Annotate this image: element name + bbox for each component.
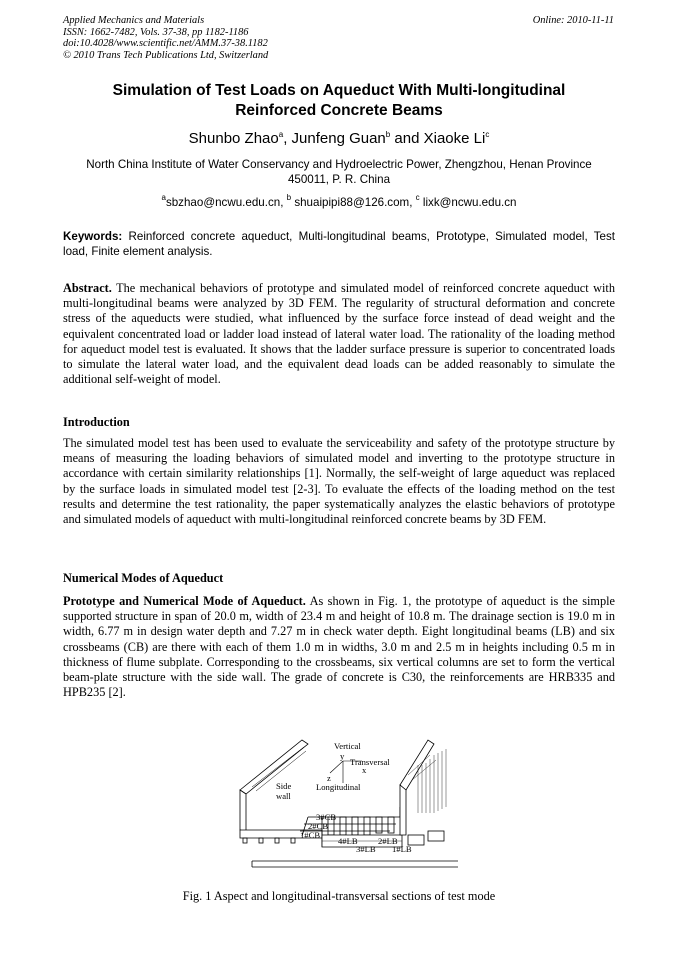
- journal-issn: ISSN: 1662-7482, Vols. 37-38, pp 1182-1186: [63, 26, 249, 38]
- axis-longitudinal-label: Longitudinal: [316, 782, 361, 792]
- journal-copyright: © 2010 Trans Tech Publications Ltd, Switzerland: [63, 49, 269, 61]
- journal-doi[interactable]: doi:10.4028/www.scientific.net/AMM.37-38.1182: [63, 38, 268, 50]
- longbeam-4-label: 4#LB: [338, 836, 358, 846]
- affiliation: [63, 158, 615, 187]
- affiliation-line-2: 450011, P. R. China: [287, 172, 391, 186]
- axis-vertical-label: Vertical: [334, 741, 361, 751]
- figure-caption: Fig. 1 Aspect and longitudinal-transversal sections of test mode: [182, 889, 496, 903]
- prototype-text: As shown in Fig. 1, the prototype of aqueduct is the simple supported structure in span of 20.0 m, width of 23.4 m and height of 10.8 m. The drainage section is 19.0 m in width, 6.77 m in design water depth and 7.27 m in check water depth. Eight longitudinal beams (LB) and six crossbeams (CB) are there with each of them 1.0 m in widths, 3.0 m and 2.5 m in heights including 0.5 m in thickness of flume subplate. Corresponding to the crossbeams, six vertical columns are set to form the vertical beam-plate structure with the side wall. The grade of concrete is C30, the reinforcements are HRB335 and HPB235 [2].: [63, 594, 615, 700]
- axis-transversal-label: Transversal: [350, 757, 390, 767]
- longbeam-1-label: 1#LB: [392, 844, 412, 854]
- journal-header: [63, 15, 268, 61]
- affiliation-line-1: North China Institute of Water Conservancy and Hydroelectric Power, Zhengzhou, Henan Province: [86, 158, 592, 171]
- prototype-subheading: Prototype and Numerical Mode of Aqueduct.: [63, 594, 306, 608]
- online-date: Online: 2010-11-11: [532, 15, 614, 26]
- keywords: [63, 230, 615, 259]
- axis-z-label: z: [327, 773, 331, 783]
- author-3-affil-mark: c: [485, 130, 490, 139]
- author-3: Xiaoke Li: [423, 130, 486, 147]
- journal-name: Applied Mechanics and Materials: [63, 15, 205, 26]
- introduction-heading: Introduction: [63, 415, 130, 429]
- axis-x-label: x: [362, 765, 367, 775]
- abstract-paragraph: [63, 281, 615, 387]
- numerical-modes-heading: Numerical Modes of Aqueduct: [63, 571, 224, 585]
- email-a[interactable]: sbzhao@ncwu.edu.cn,: [165, 196, 287, 209]
- longbeam-3-label: 3#LB: [356, 844, 376, 854]
- side-wall-label-1: Side: [276, 781, 292, 791]
- numerical-modes-paragraph: [63, 594, 615, 700]
- title-line-2: Reinforced Concrete Beams: [235, 102, 443, 119]
- introduction-paragraph: The simulated model test has been used to evaluate the serviceability and safety of the prototype structure by means of measuring the loading behaviors of simulated model and inverting to the prototype structure in accordance with certain similarity relationships [1]. Normally, the self-weight of large aqueduct was replaced by the surface loads in simulated model test [2-3]. To evaluate the effects of the loading method on the test results and determine the test rationality, the paper systematically analyzes the elastic behaviors of prototype and simulated models of aqueduct with multi-longitudinal reinforced concrete beams by 3D FEM.: [63, 436, 615, 527]
- longbeam-2-label: 2#LB: [378, 836, 398, 846]
- email-a-mark: a: [161, 193, 166, 202]
- keywords-text: Reinforced concrete aqueduct, Multi-longitudinal beams, Prototype, Simulated model, Test load, Finite element analysis.: [63, 230, 615, 258]
- author-2-affil-mark: b: [385, 130, 391, 139]
- author-1: Shunbo Zhao: [188, 130, 279, 147]
- author-separator-1: ,: [283, 130, 292, 147]
- aqueduct-drawing: [240, 740, 458, 867]
- author-2: Junfeng Guan: [291, 130, 386, 147]
- crossbeam-2-label: 2#CB: [308, 821, 329, 831]
- abstract-label: Abstract.: [63, 281, 112, 295]
- author-list: [63, 130, 615, 147]
- crossbeam-3-label: 3#CB: [316, 812, 337, 822]
- aqueduct-figure: [232, 735, 458, 880]
- email-c-mark: c: [415, 193, 420, 202]
- email-b-mark: b: [286, 193, 292, 202]
- author-emails: [63, 193, 615, 209]
- email-b[interactable]: shuaipipi88@126.com,: [291, 196, 416, 209]
- paper-title: [63, 81, 615, 121]
- author-separator-2: and: [390, 130, 424, 147]
- title-line-1: Simulation of Test Loads on Aqueduct With Multi-longitudinal: [112, 82, 566, 99]
- email-c[interactable]: lixk@ncwu.edu.cn: [419, 196, 517, 209]
- keywords-label: Keywords:: [63, 230, 123, 243]
- author-1-affil-mark: a: [278, 130, 284, 139]
- crossbeam-1-label: 1#CB: [300, 830, 321, 840]
- side-wall-label-2: wall: [276, 791, 291, 801]
- abstract-text: The mechanical behaviors of prototype and simulated model of reinforced concrete aqueduct with multi-longitudinal beams were analyzed by 3D FEM. The regularity of structural deformation and concrete stress of the aqueducts were studied, what influenced by the surface force instead of dead weight and the equivalent concentrated load or ladder load instead of lateral water load. The rationality of the loading method for aqueduct model test is evaluated. It shows that the ladder surface pressure is superior to concentrated loads to simulate the lateral water load, and the equivalent dead loads can be added reasonably to simulate the additional self-weight of model.: [63, 281, 615, 387]
- axis-y-label: y: [340, 751, 345, 761]
